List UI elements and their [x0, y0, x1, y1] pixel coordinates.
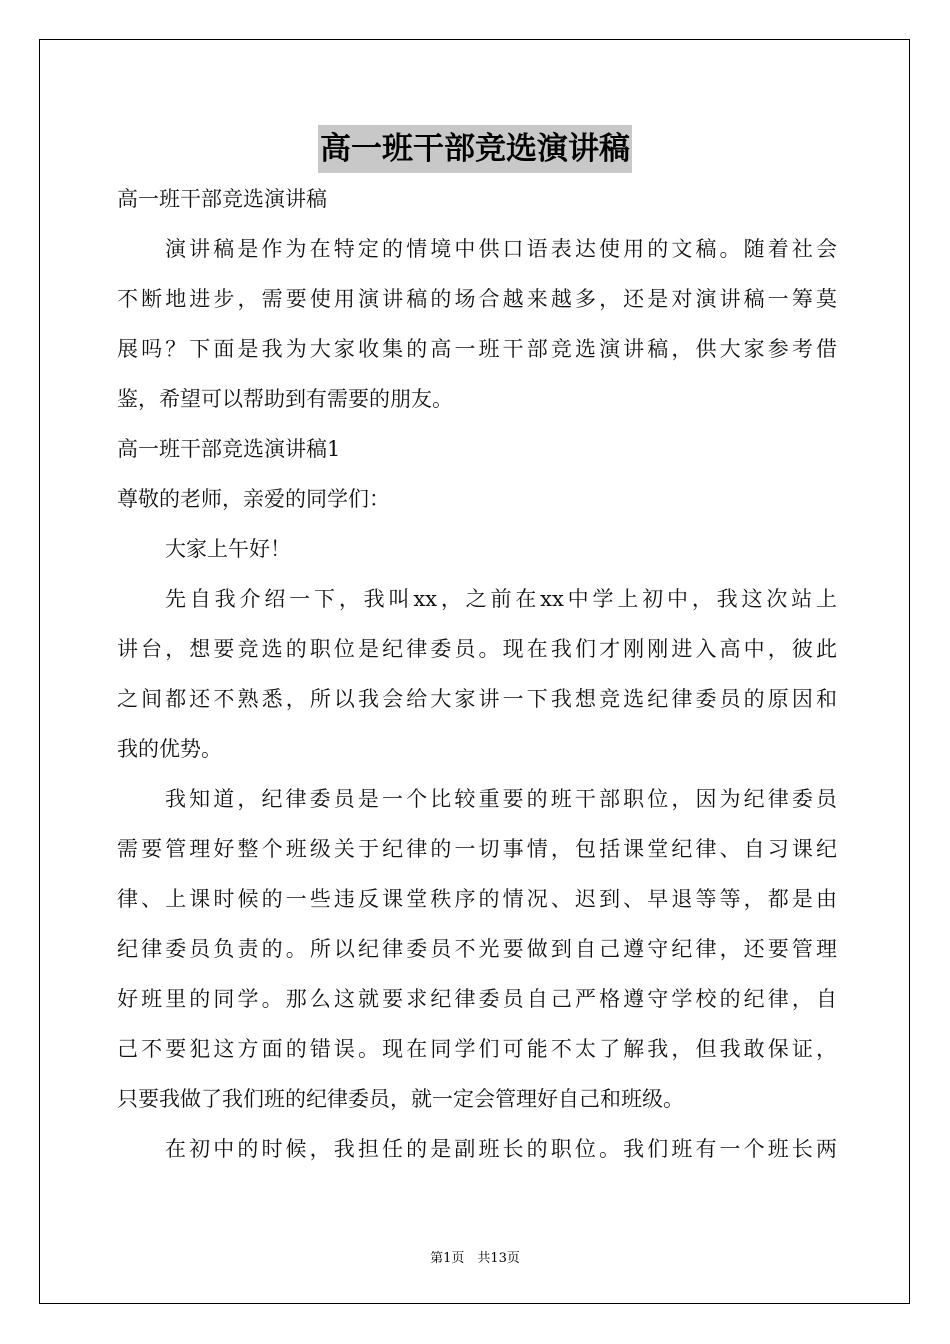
subtitle-line: 高一班干部竞选演讲稿 — [117, 187, 327, 211]
text-line: 我知道，纪律委员是一个比较重要的班干部职位，因为纪律委员 — [165, 787, 837, 811]
section-heading: 高一班干部竞选演讲稿1 — [117, 437, 341, 461]
text-line: 律、上课时候的一些违反课堂秩序的情况、迟到、早退等等，都是由 — [117, 887, 837, 911]
salutation-line: 尊敬的老师，亲爱的同学们： — [117, 487, 390, 511]
text-line: 纪律委员负责的。所以纪律委员不光要做到自己遵守纪律，还要管理 — [117, 937, 837, 961]
text-line: 需要管理好整个班级关于纪律的一切事情，包括课堂纪律、自习课纪 — [117, 837, 837, 861]
greeting-line: 大家上午好！ — [165, 537, 291, 561]
text-line: 之间都还不熟悉，所以我会给大家讲一下我想竞选纪律委员的原因和 — [117, 687, 837, 711]
page-border — [39, 39, 910, 1304]
text-line: 先自我介绍一下，我叫xx，之前在xx中学上初中，我这次站上 — [165, 587, 837, 611]
text-line: 演讲稿是作为在特定的情境中供口语表达使用的文稿。随着社会 — [165, 237, 837, 261]
text-line: 不断地进步，需要使用演讲稿的场合越来越多，还是对演讲稿一筹莫 — [117, 287, 837, 311]
text-line: 我的优势。 — [117, 737, 222, 761]
text-line: 只要我做了我们班的纪律委员，就一定会管理好自己和班级。 — [117, 1087, 684, 1111]
text-line: 在初中的时候，我担任的是副班长的职位。我们班有一个班长两 — [165, 1137, 837, 1161]
title-container — [0, 125, 950, 173]
page-footer: 第1页 共13页 — [430, 1251, 520, 1266]
text-line: 鉴，希望可以帮助到有需要的朋友。 — [117, 387, 453, 411]
text-line: 讲台，想要竞选的职位是纪律委员。现在我们才刚刚进入高中，彼此 — [117, 637, 837, 661]
text-line: 己不要犯这方面的错误。现在同学们可能不太了解我，但我敢保证， — [117, 1037, 837, 1061]
text-line: 好班里的同学。那么这就要求纪律委员自己严格遵守学校的纪律，自 — [117, 987, 837, 1011]
document-title: 高一班干部竞选演讲稿 — [318, 125, 632, 173]
text-line: 展吗？下面是我为大家收集的高一班干部竞选演讲稿，供大家参考借 — [117, 337, 837, 361]
